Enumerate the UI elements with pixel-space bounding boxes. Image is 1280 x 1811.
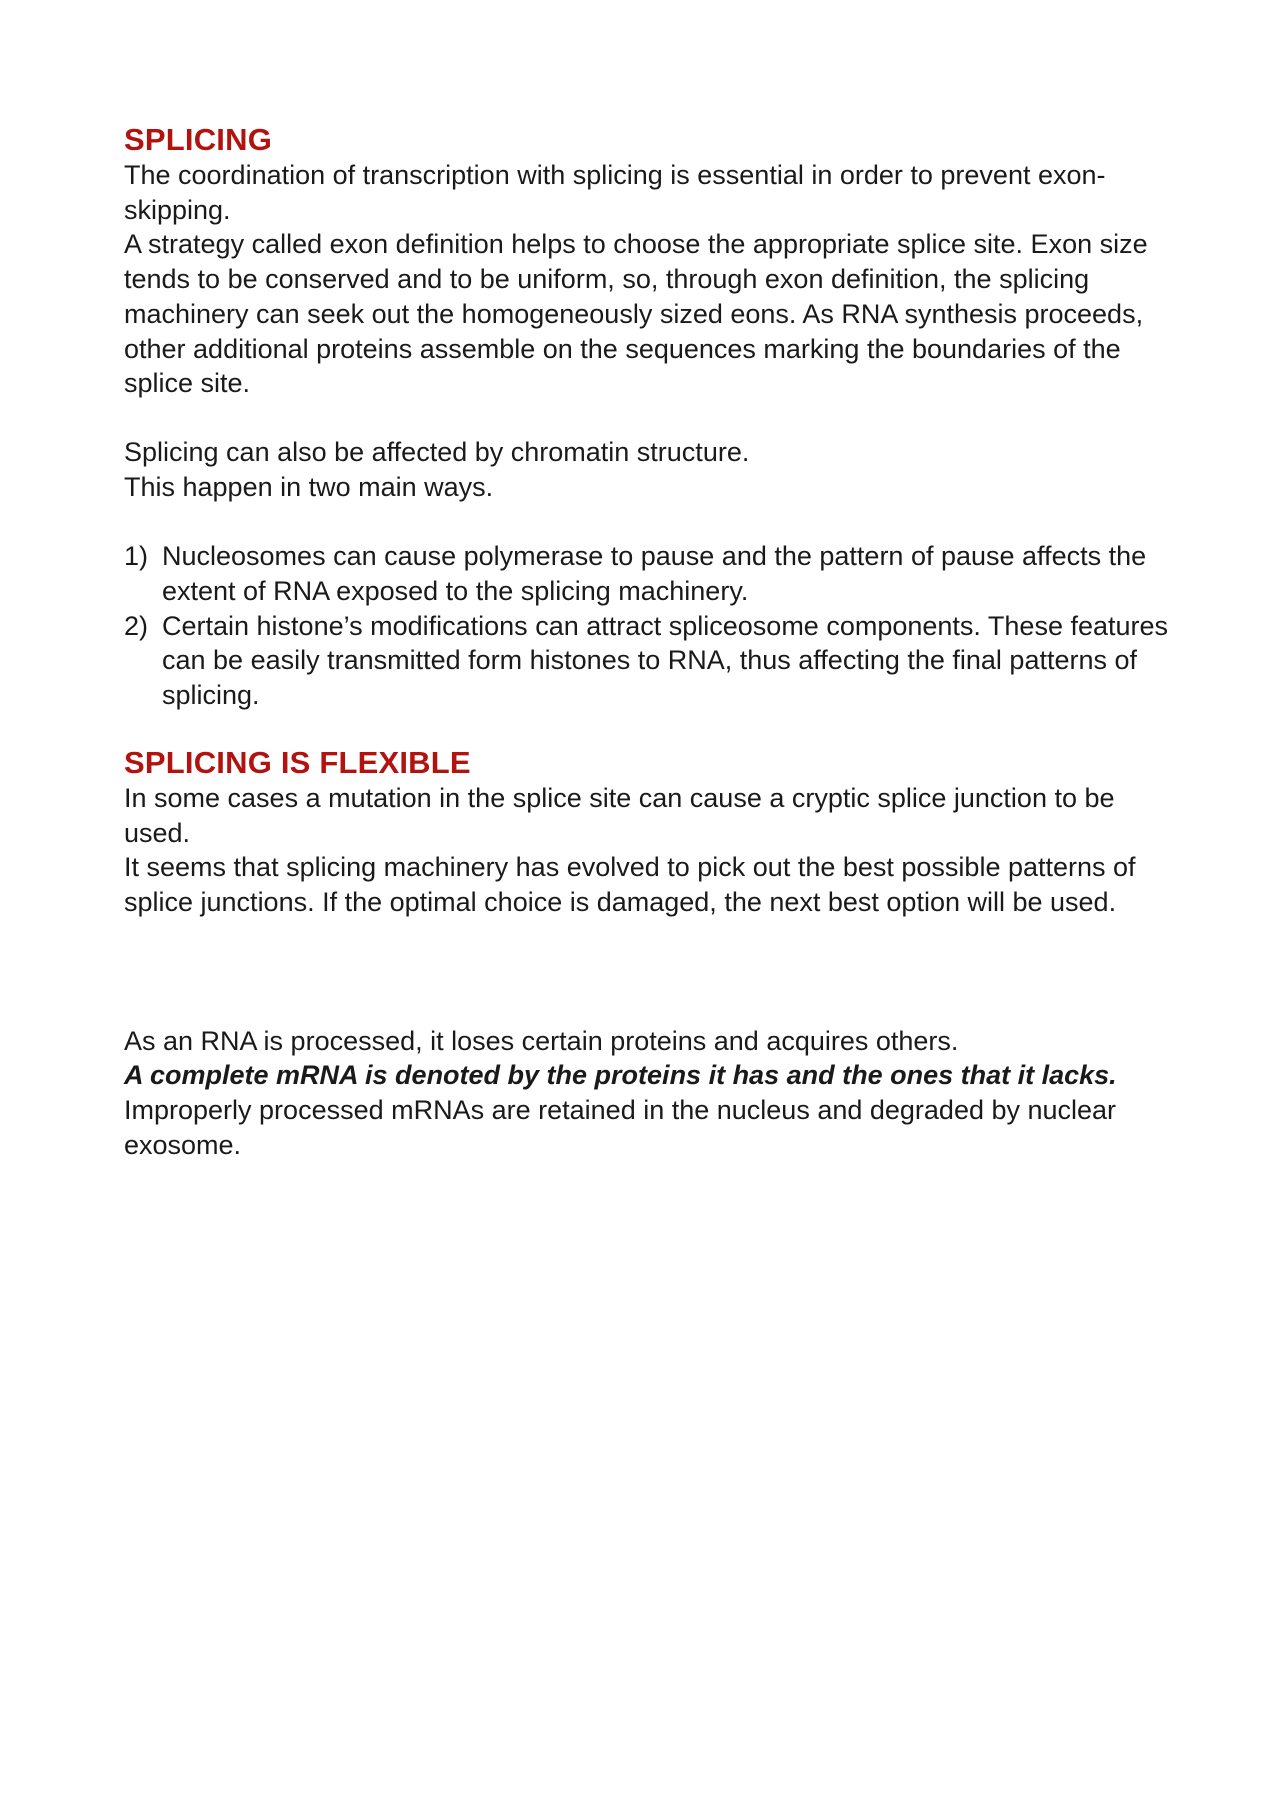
list-item [124, 609, 1170, 713]
spacer [124, 920, 1170, 1024]
paragraph-two-ways: This happen in two main ways. [124, 471, 494, 502]
paragraph-cryptic-splice: In some cases a mutation in the splice site can cause a cryptic splice junction to be used. [124, 782, 1115, 848]
paragraph-chromatin: Splicing can also be affected by chromatin structure. [124, 436, 750, 467]
paragraph-exon-definition: A strategy called exon definition helps to choose the appropriate splice site. Exon size tends to be conserved and to be uniform, so, through exon definition, the splicing machinery can seek out the homogeneously sized eons. As RNA synthesis proceeds, other additional proteins assemble on the sequences marking the boundaries of the splice site. [124, 229, 1148, 399]
list-item-text: Certain histone’s modifications can attract spliceosome components. These features can be easily transmitted form histones to RNA, thus affecting the final patterns of splicing. [162, 610, 1169, 711]
list-item-number: 2) [124, 610, 149, 641]
document-page [124, 122, 1170, 1162]
paragraph-best-patterns: It seems that splicing machinery has evolved to pick out the best possible patterns of splice junctions. If the optimal choice is damaged, the next best option will be used. [124, 852, 1136, 917]
paragraph-rna-processed: As an RNA is processed, it loses certain proteins and acquires others. [124, 1025, 959, 1056]
paragraph-complete-mrna-emphasis: A complete mRNA is denoted by the proteins it has and the ones that it lacks. [124, 1060, 1117, 1091]
section-heading-splicing: SPLICING [124, 122, 273, 157]
list-item-text: Nucleosomes can cause polymerase to pause and the pattern of pause affects the extent of RNA exposed to the splicing machinery. [162, 541, 1147, 607]
spacer [124, 401, 1170, 435]
section-heading-splicing-is-flexible: SPLICING IS FLEXIBLE [124, 744, 471, 780]
spacer [124, 713, 1170, 745]
numbered-list [124, 539, 1170, 713]
paragraph-coordination: The coordination of transcription with splicing is essential in order to prevent exon-skipping. [124, 160, 1106, 225]
paragraph-improperly-processed: Improperly processed mRNAs are retained in the nucleus and degraded by nuclear exosome. [124, 1095, 1117, 1160]
list-item-number: 1) [124, 541, 149, 572]
list-item [124, 539, 1170, 608]
spacer [124, 504, 1170, 539]
